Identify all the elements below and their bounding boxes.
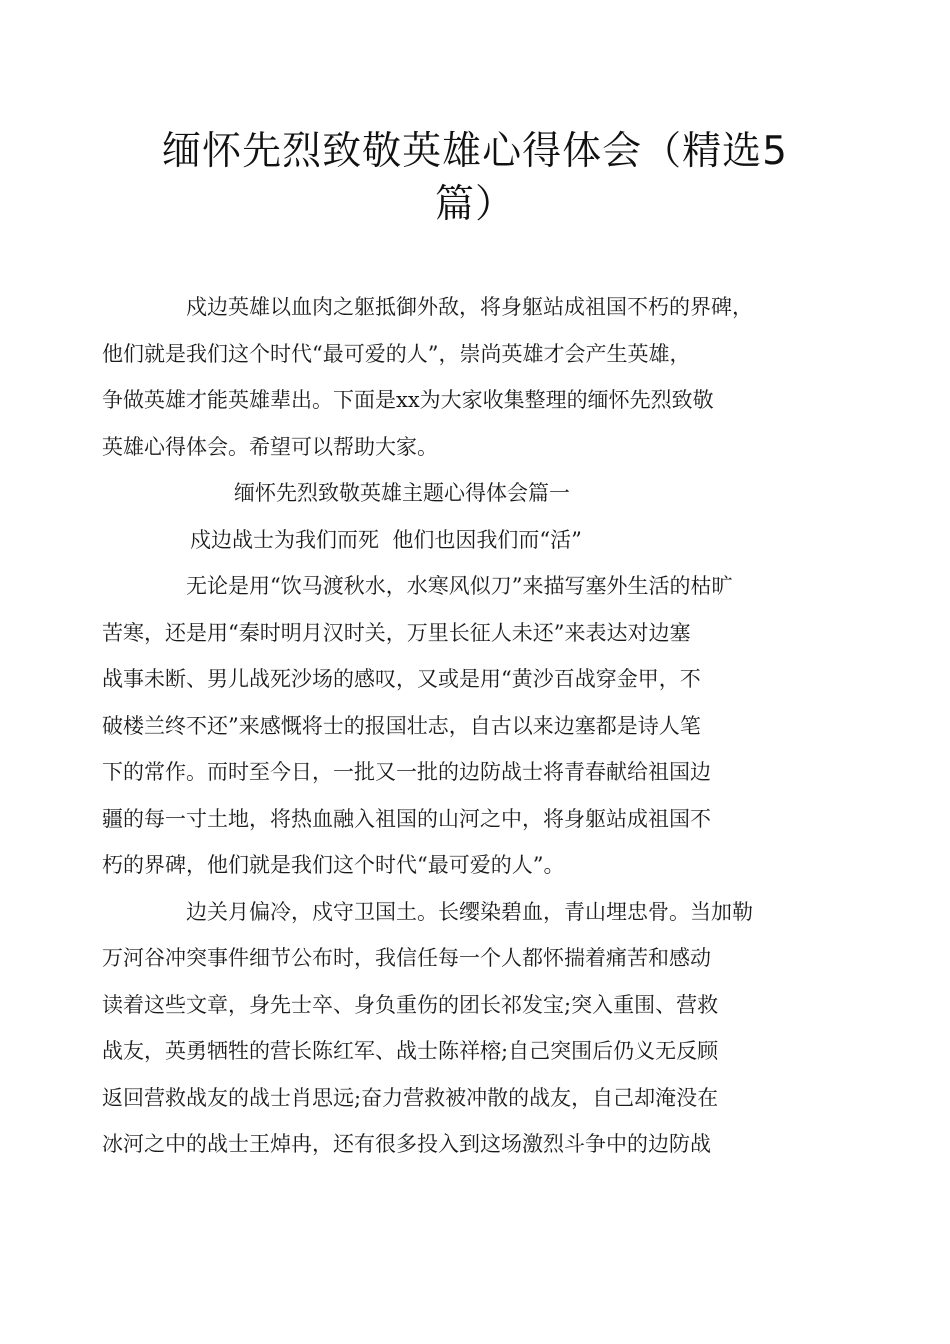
text-line: 朽的界碑，他们就是我们这个时代“最可爱的人”。	[102, 853, 565, 877]
text-line: 冰河之中的战士王焯冉，还有很多投入到这场激烈斗争中的边防战	[102, 1132, 711, 1156]
subheading: 戍边战士为我们而死 他们也因我们而“活”	[190, 527, 582, 552]
title-line: 篇）	[434, 182, 515, 227]
text-line: 戍边英雄以血肉之躯抵御外敌，将身躯站成祖国不朽的界碑，	[186, 295, 753, 319]
text-line: 返回营救战友的战士肖思远;奋力营救被冲散的战友，自己却淹没在	[102, 1085, 719, 1110]
text-line: 万河谷冲突事件细节公布时，我信任每一个人都怀揣着痛苦和感动	[102, 946, 711, 970]
document-body	[102, 284, 812, 1168]
text-line: 他们就是我们这个时代“最可爱的人”，崇尚英雄才会产生英雄，	[102, 341, 691, 366]
text-line: 破楼兰终不还”来感慨将士的报国壮志，自古以来边塞都是诗人笔	[102, 713, 701, 738]
intro-paragraph	[102, 284, 812, 470]
text-line: 英雄心得体会。希望可以帮助大家。	[102, 434, 438, 459]
body-paragraph-2	[102, 889, 812, 1168]
text-line: 边关月偏冷，戍守卫国土。长缨染碧血，青山埋忠骨。当加勒	[186, 899, 753, 924]
text-line: 战事未断、男儿战死沙场的感叹，又或是用“黄沙百战穿金甲，不	[102, 667, 701, 691]
text-line: 战友，英勇牺牲的营长陈红军、战士陈祥榕;自己突围后仍义无反顾	[102, 1039, 719, 1063]
text-line: 苦寒，还是用“秦时明月汉时关，万里长征人未还”来表达对边塞	[102, 620, 691, 645]
title-line: 缅怀先烈致敬英雄心得体会（精选5	[162, 129, 788, 174]
text-line: 下的常作。而时至今日，一批又一批的边防战士将青春献给祖国边	[102, 760, 711, 784]
text-line: 读着这些文章，身先士卒、身负重伤的团长祁发宝;突入重围、营救	[102, 992, 719, 1017]
text-line: 争做英雄才能英雄辈出。下面是xx为大家收集整理的缅怀先烈致敬	[102, 388, 714, 412]
text-line: 无论是用“饮马渡秋水，水寒风似刀”来描写塞外生活的枯旷	[186, 574, 733, 598]
text-line: 疆的每一寸土地，将热血融入祖国的山河之中，将身躯站成祖国不	[102, 806, 711, 831]
document-title	[0, 125, 950, 231]
body-paragraph-1	[102, 563, 812, 889]
section-heading: 缅怀先烈致敬英雄主题心得体会篇一	[234, 481, 570, 505]
